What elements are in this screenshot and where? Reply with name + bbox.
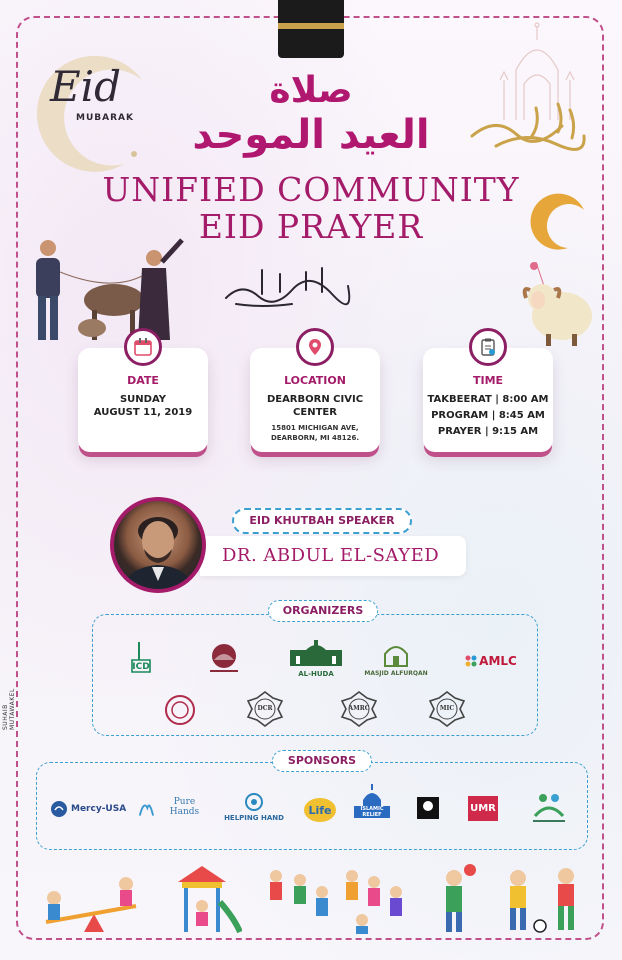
american-muslim-society-logo xyxy=(204,642,244,678)
clipboard-icon xyxy=(469,328,507,366)
dcr-logo-text: DCR xyxy=(257,705,273,712)
location-address1: 15801 MICHIGAN AVE, xyxy=(271,424,359,432)
life-logo-text: Life xyxy=(308,804,332,817)
mercy-usa-logo-text: Mercy-USA xyxy=(71,804,127,814)
arabic-title-line2: العيد الموحد xyxy=(192,112,430,158)
location-line2: CENTER xyxy=(293,407,337,418)
location-label: LOCATION xyxy=(284,374,346,387)
title-line1: UNIFIED COMMUNITY xyxy=(102,170,520,209)
helping-hand-logo-text: HELPING HAND xyxy=(224,814,284,822)
islamic-relief-logo-text: ISLAMIC RELIEF xyxy=(354,806,390,818)
mic-logo-text: MIC xyxy=(439,705,455,712)
time-takbeerat: TAKBEERAT | 8:00 AM xyxy=(427,394,549,405)
al-huda-logo xyxy=(288,640,344,678)
time-program: PROGRAM | 8:45 AM xyxy=(431,410,545,421)
date-value: AUGUST 11, 2019 xyxy=(93,407,193,418)
speaker-name: DR. ABDUL EL-SAYED xyxy=(222,545,440,566)
date-label: DATE xyxy=(127,374,159,387)
title-line2: EID PRAYER xyxy=(198,207,424,246)
date-card xyxy=(78,348,208,452)
dcr-logo xyxy=(246,690,284,712)
pure-hands-logo-text: Pure Hands xyxy=(169,797,200,817)
amlc-logo xyxy=(456,654,526,668)
masjid-alfurqan-logo xyxy=(358,640,434,677)
photographer-credit: SUHAIB MUTAWAKEL xyxy=(2,688,16,730)
arabic-title-line1: صلاة xyxy=(269,70,353,111)
speaker-avatar xyxy=(110,497,206,593)
sponsors-label: SPONSORS xyxy=(272,750,372,772)
mercy-usa-logo xyxy=(50,800,130,818)
helping-hand-logo xyxy=(222,792,286,822)
round-seal-logo xyxy=(164,694,196,728)
time-label: TIME xyxy=(472,374,504,387)
masjid-alfurqan-logo-text: MASJID ALFURQAN xyxy=(364,670,428,677)
pure-hands-logo xyxy=(136,796,210,818)
time-card xyxy=(423,348,553,452)
organizers-label: ORGANIZERS xyxy=(268,600,378,622)
black-square-logo xyxy=(416,796,440,822)
location-line1: DEARBORN CIVIC xyxy=(266,394,364,405)
amrc-logo-text: AMRC xyxy=(348,705,370,712)
kid-with-ball-illustration xyxy=(434,862,478,934)
seesaw-kids-illustration xyxy=(40,862,140,934)
baitulmaal-relief-logo xyxy=(528,790,570,826)
family-with-sheep-illustration xyxy=(30,232,190,352)
time-prayer: PRAYER | 9:15 AM xyxy=(437,426,539,437)
kaaba-illustration xyxy=(278,0,344,58)
location-card xyxy=(250,348,380,452)
icd-logo xyxy=(126,640,156,672)
amlc-logo-text: AMLC xyxy=(479,654,517,668)
calendar-icon xyxy=(124,328,162,366)
hanging-crescent-icon xyxy=(528,192,588,252)
sheep-illustration xyxy=(516,262,596,348)
map-pin-icon xyxy=(296,328,334,366)
umr-logo-text: UMR xyxy=(468,796,498,821)
arabic-greeting-calligraphy-icon xyxy=(222,264,352,308)
date-day: SUNDAY xyxy=(119,394,166,405)
al-huda-logo-text: AL-HUDA xyxy=(298,670,334,678)
life-logo xyxy=(302,796,338,817)
kids-playing-tug-illustration xyxy=(262,862,412,934)
playground-slide-illustration xyxy=(172,862,242,934)
mic-logo xyxy=(428,690,466,712)
eid-logo-mubarak: MUBARAK xyxy=(76,113,134,123)
icd-logo-text: ICD xyxy=(132,662,150,672)
islamic-relief-logo xyxy=(354,784,390,818)
eid-logo-script: Eid xyxy=(50,62,121,111)
kids-playing-soccer-illustration xyxy=(500,862,590,934)
speaker-section-label: EID KHUTBAH SPEAKER xyxy=(232,508,412,534)
amrc-logo xyxy=(340,690,378,712)
umr-logo xyxy=(468,796,498,821)
location-address2: DEARBORN, MI 48126. xyxy=(270,434,360,442)
